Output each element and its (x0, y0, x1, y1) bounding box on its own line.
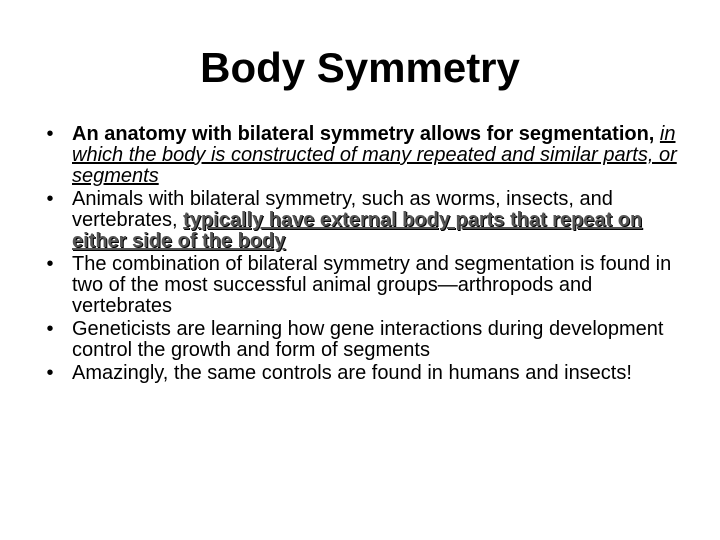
bullet-text: Amazingly, the same controls are found in humans and insects! (72, 362, 632, 384)
bullet-item (40, 189, 680, 252)
bullet-text-bold: An anatomy with bilateral symmetry allows for segmentation, (72, 123, 660, 145)
bullet-item (40, 254, 680, 317)
bullet-list (40, 124, 680, 386)
bullet-marker-icon: • (46, 123, 54, 145)
bullet-text-emphasis: typically have external body parts that repeat on either side of the body (72, 209, 643, 252)
bullet-item (40, 124, 680, 187)
bullet-text: Animals with bilateral symmetry, such as worms, insects, and vertebrates, (72, 188, 613, 231)
bullet-text: The combination of bilateral symmetry and segmentation is found in two of the most successful animal groups—arthropods and vertebrates (72, 253, 672, 317)
bullet-marker-icon: • (46, 362, 54, 384)
bullet-text-emphasis: in which the body is constructed of many repeated and similar parts, or segments (72, 123, 677, 187)
bullet-marker-icon: • (46, 318, 54, 340)
bullet-item (40, 319, 680, 361)
bullet-text: Geneticists are learning how gene interactions during development control the growth and form of segments (72, 318, 664, 361)
bullet-item (40, 363, 680, 384)
bullet-marker-icon: • (46, 188, 54, 210)
bullet-marker-icon: • (46, 253, 54, 275)
slide-title: Body Symmetry (200, 44, 520, 91)
